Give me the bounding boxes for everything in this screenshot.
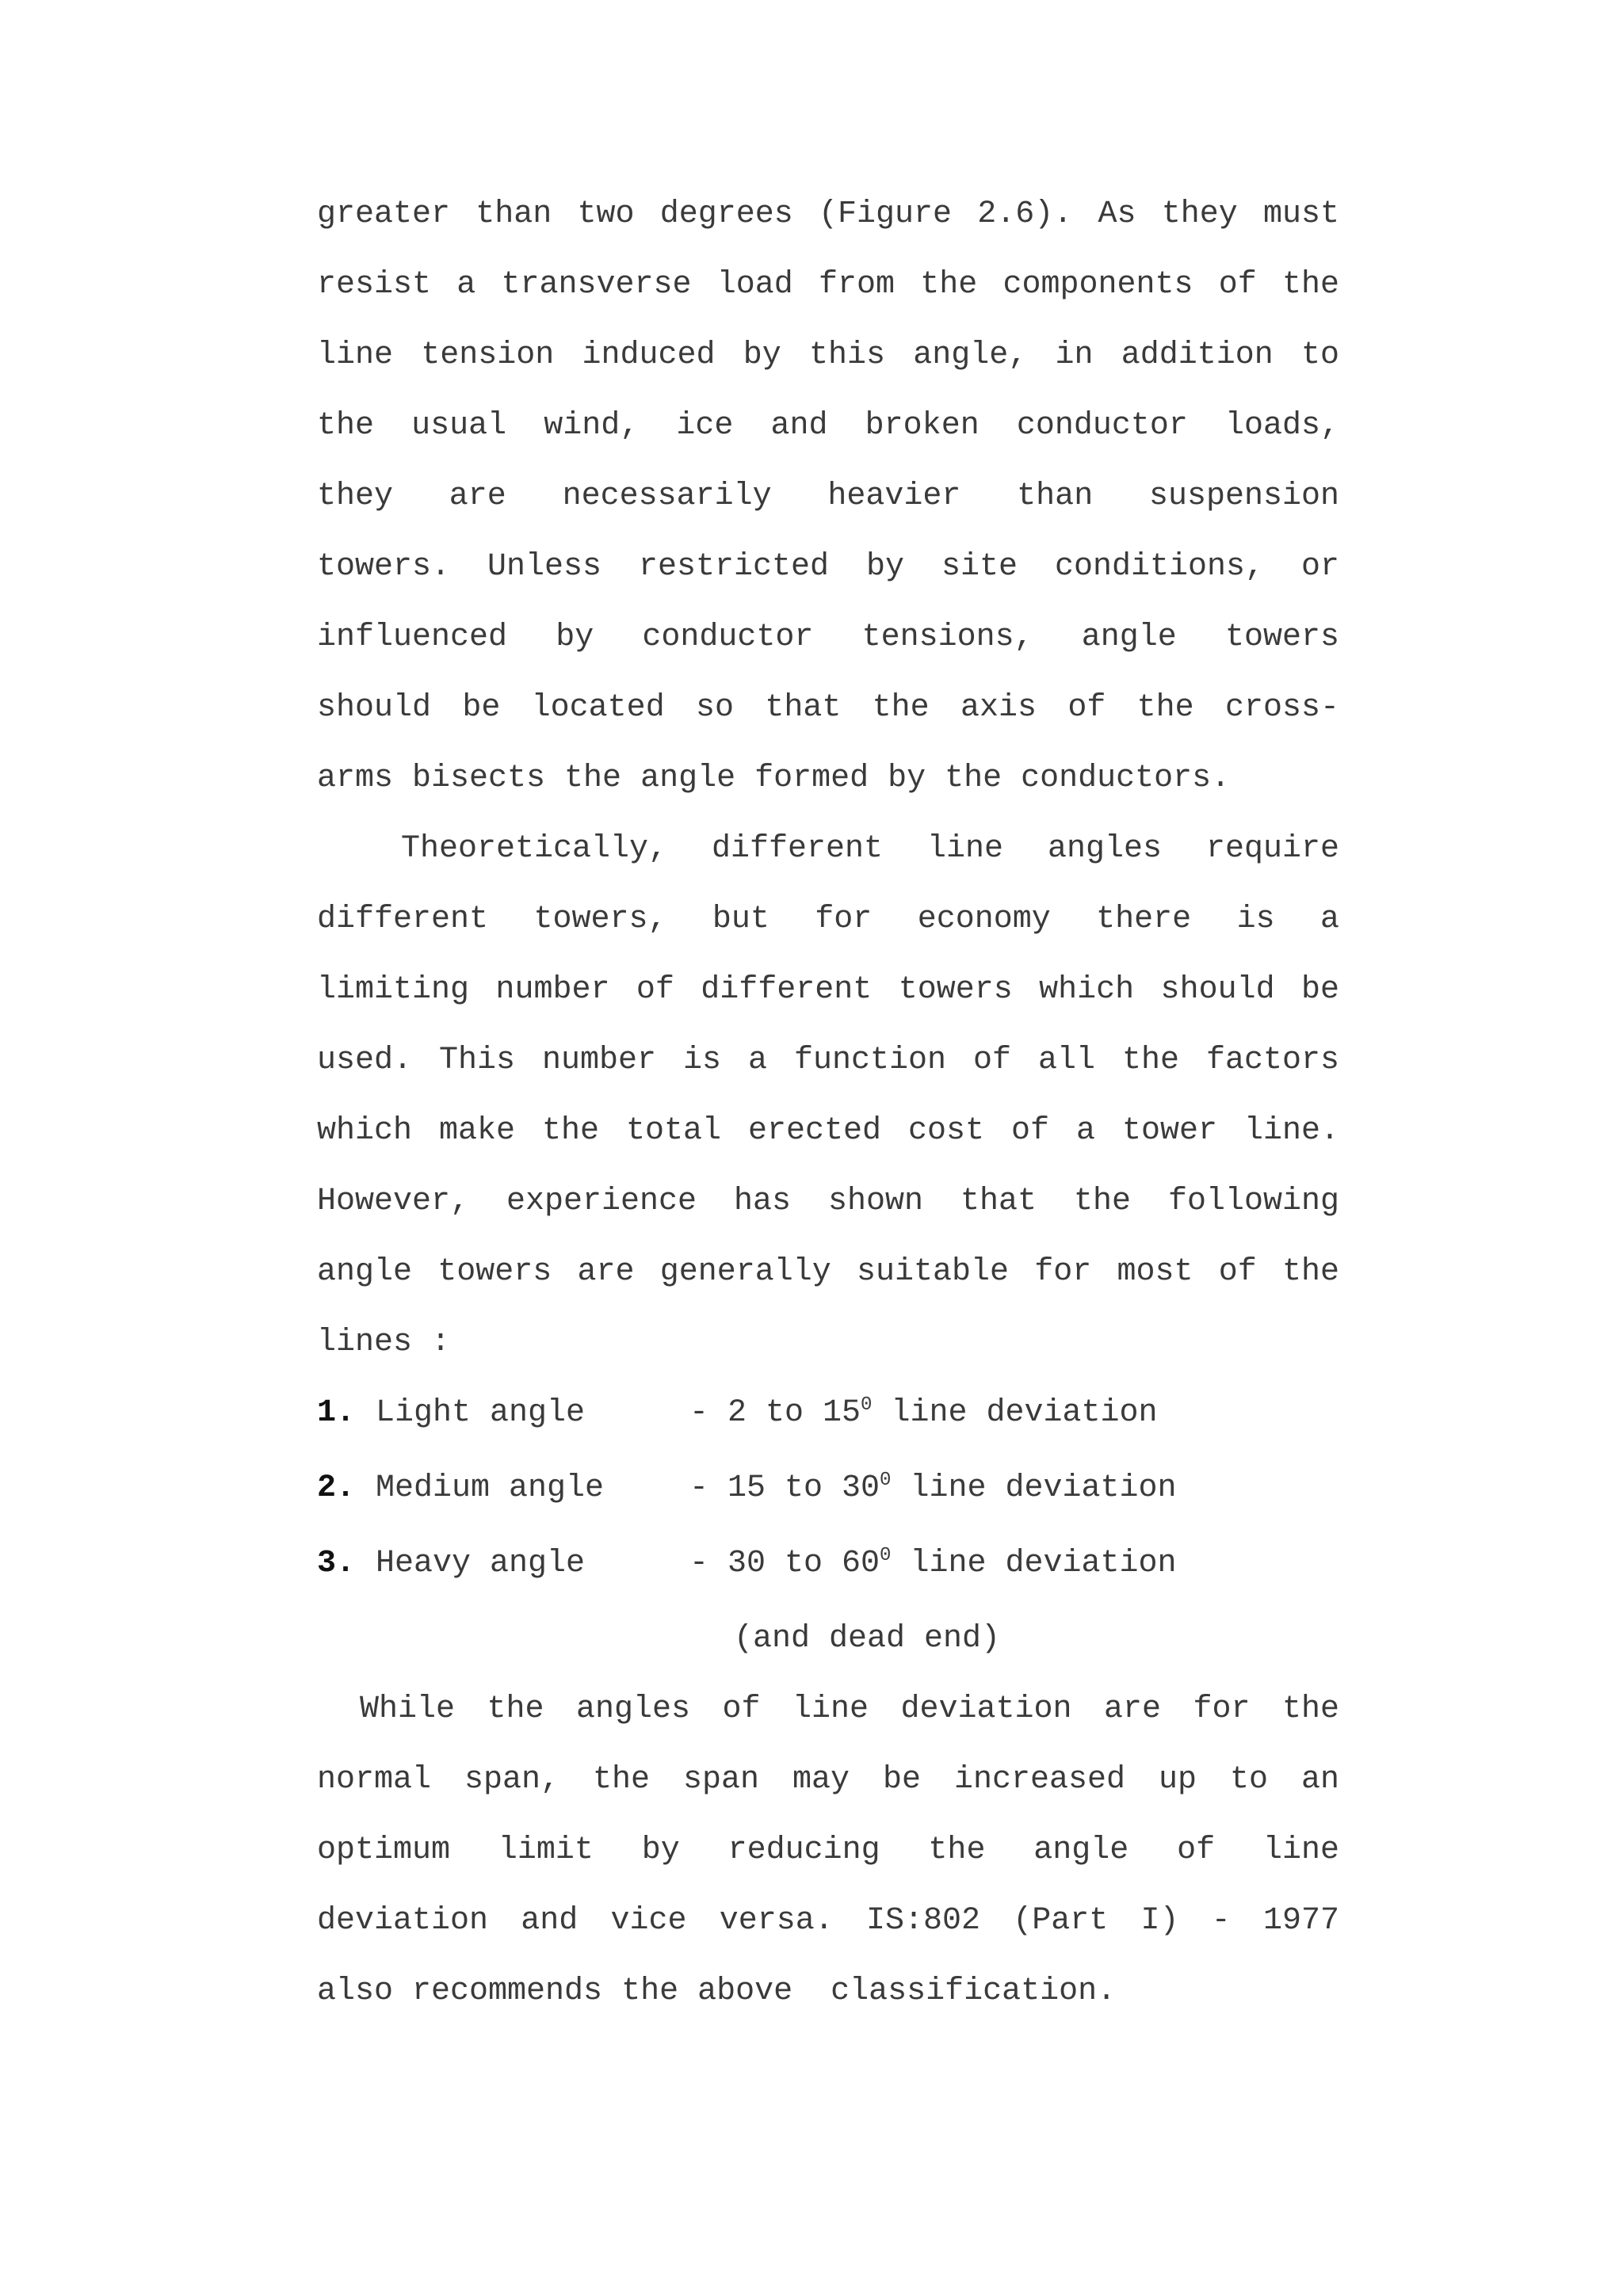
paragraph-line-angles: [317, 822, 1339, 1386]
paragraph-span-deviation: [317, 1682, 1339, 2035]
text-line: they are necessarily heavier than suspension: [317, 479, 1339, 514]
range-text: - 30 to 60: [689, 1546, 880, 1581]
list-number: 2.: [317, 1470, 356, 1506]
angle-name: Heavy angle: [376, 1546, 586, 1581]
range-suffix: line deviation: [872, 1395, 1158, 1431]
text-line: deviation and vice versa. IS:802 (Part I) - 1977: [317, 1903, 1339, 1939]
range-text: - 15 to 30: [689, 1470, 880, 1506]
text-line: towers. Unless restricted by site conditions, or: [317, 549, 1339, 585]
text-line: the usual wind, ice and broken conductor loads,: [317, 408, 1339, 444]
text-line: resist a transverse load from the components of the: [317, 267, 1339, 303]
text-line: arms bisects the angle formed by the conductors.: [317, 761, 1231, 796]
degree-superscript: 0: [861, 1394, 873, 1416]
list-item: [317, 1536, 1339, 1611]
text-line: different towers, but for economy there is a: [317, 902, 1339, 937]
text-line: lines :: [317, 1325, 451, 1360]
text-line: also recommends the above classification.: [317, 1974, 1117, 2009]
range-text: - 2 to 15: [689, 1395, 861, 1431]
list-item: [317, 1386, 1339, 1461]
angle-name: Medium angle: [376, 1470, 605, 1506]
angle-range: [689, 1386, 1158, 1444]
angle-range: [689, 1461, 1177, 1520]
text-line: influenced by conductor tensions, angle towers: [317, 620, 1339, 655]
text-line: angle towers are generally suitable for most of the: [317, 1254, 1339, 1290]
text-line: normal span, the span may be increased up to an: [317, 1762, 1339, 1798]
list-item: [317, 1461, 1339, 1536]
text-line: greater than two degrees (Figure 2.6). As they must: [317, 196, 1339, 232]
text-line: While the angles of line deviation are for the: [360, 1691, 1339, 1727]
angle-range: [689, 1536, 1177, 1595]
text-line: used. This number is a function of all the factors: [317, 1043, 1339, 1078]
degree-superscript: 0: [880, 1470, 892, 1491]
paragraph-angle-towers: [317, 187, 1339, 822]
text-line: However, experience has shown that the following: [317, 1184, 1339, 1219]
text-line: limiting number of different towers which should be: [317, 972, 1339, 1008]
list-number: 3.: [317, 1546, 356, 1581]
text-line: which make the total erected cost of a tower line.: [317, 1113, 1339, 1149]
range-suffix: line deviation: [891, 1470, 1177, 1506]
text-line: Theoretically, different line angles require: [401, 831, 1339, 867]
dead-end-note: (and dead end): [734, 1621, 1001, 1657]
angle-tower-list: [317, 1386, 1339, 1682]
range-suffix: line deviation: [891, 1546, 1177, 1581]
angle-name: Light angle: [376, 1395, 586, 1431]
list-number: 1.: [317, 1395, 356, 1431]
text-line: line tension induced by this angle, in addition to: [317, 338, 1339, 373]
degree-superscript: 0: [880, 1545, 892, 1566]
document-page: [317, 187, 1339, 2035]
text-line: should be located so that the axis of the cross-: [317, 690, 1339, 726]
text-line: optimum limit by reducing the angle of line: [317, 1833, 1339, 1868]
